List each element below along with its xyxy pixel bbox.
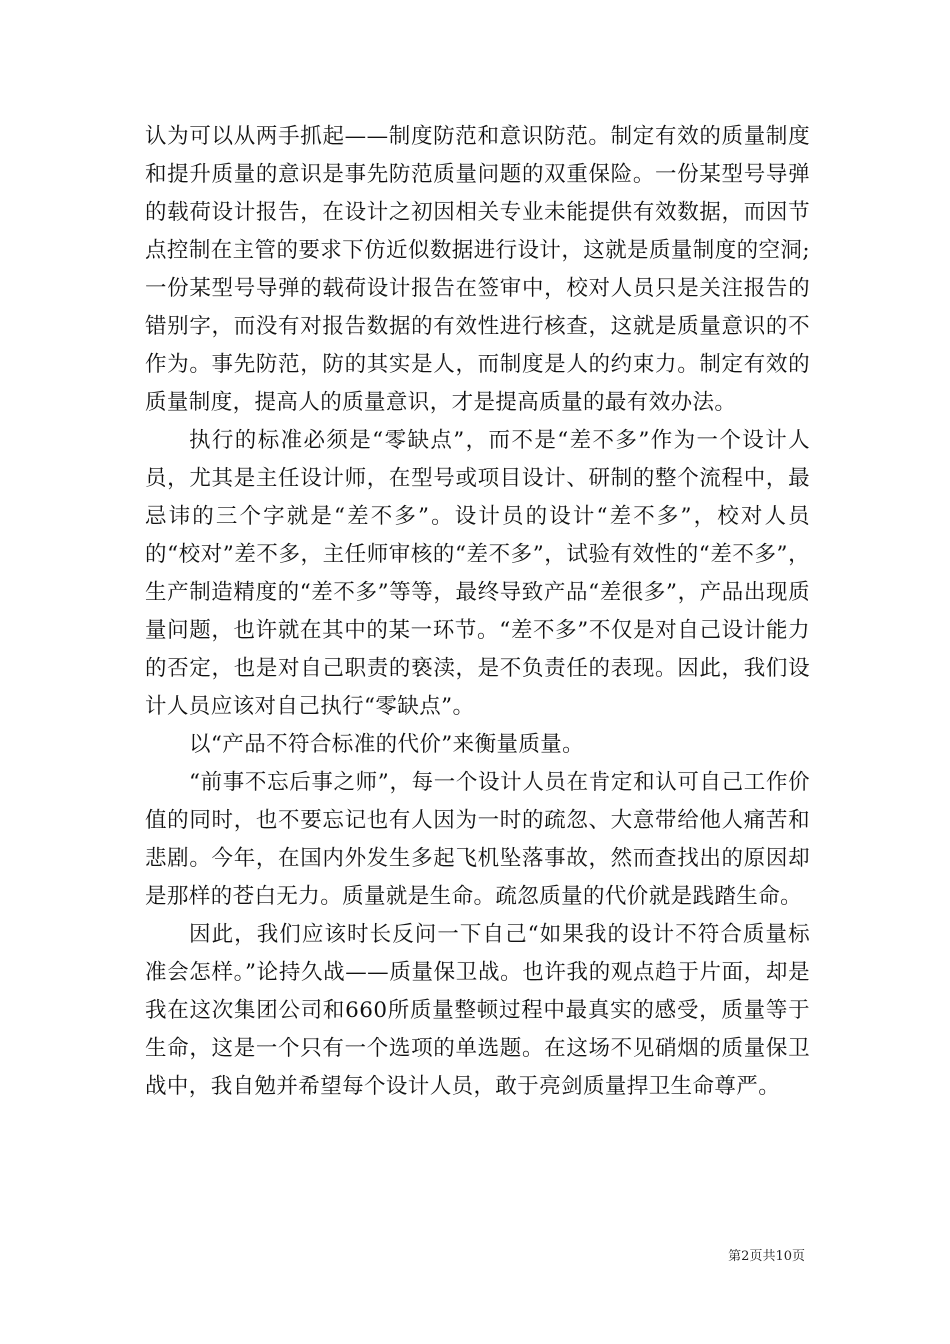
page-number: 第2页共10页 — [728, 1249, 805, 1264]
paragraph-4: “前事不忘后事之师”，每一个设计人员在肯定和认可自己工作价值的同时，也不要忘记也有人因为一时的疏忽、大意带给他人痛苦和悲剧。今年，在国内外发生多起飞机坠落事故，然而查找出的原因却是那样的苍白无力。质量就是生命。疏忽质量的代价就是践踏生命。 — [145, 770, 810, 909]
paragraph-3: 以“产品不符合标准的代价”来衡量质量。 — [189, 732, 585, 757]
paragraph-2: 执行的标准必须是“零缺点”，而不是“差不多”作为一个设计人员，尤其是主任设计师，在型号或项目设计、研制的整个流程中，最忌讳的三个字就是“差不多”。设计员的设计“差不多”，校对人员的“校对”差不多，主任师审核的“差不多”，试验有效性的“差不多”，生产制造精度的“差不多”等等，最终导致产品“差很多”，产品出现质量问题，也许就在其中的某一环节。“差不多”不仅是对自己设计能力的否定，也是对自己职责的亵渎，是不负责任的表现。因此，我们设计人员应该对自己执行“零缺点”。 — [145, 428, 810, 719]
paragraph-1: 认为可以从两手抓起——制度防范和意识防范。制定有效的质量制度和提升质量的意识是事先防范质量问题的双重保险。一份某型号导弹的载荷设计报告，在设计之初因相关专业未能提供有效数据，而因节点控制在主管的要求下仿近似数据进行设计，这就是质量制度的空洞;一份某型号导弹的载荷设计报告在签审中，校对人员只是关注报告的错别字，而没有对报告数据的有效性进行核查，这就是质量意识的不作为。事先防范，防的其实是人，而制度是人的约束力。制定有效的质量制度，提高人的质量意识，才是提高质量的最有效办法。 — [145, 124, 810, 415]
document-body — [145, 118, 810, 1106]
paragraph-5: 因此，我们应该时长反问一下自己“如果我的设计不符合质量标准会怎样。”论持久战——质量保卫战。也许我的观点趋于片面，却是我在这次集团公司和660所质量整顿过程中最真实的感受，质量等于生命，这是一个只有一个选项的单选题。在这场不见硝烟的质量保卫战中，我自勉并希望每个设计人员，敢于亮剑质量捍卫生命尊严。 — [145, 922, 810, 1099]
